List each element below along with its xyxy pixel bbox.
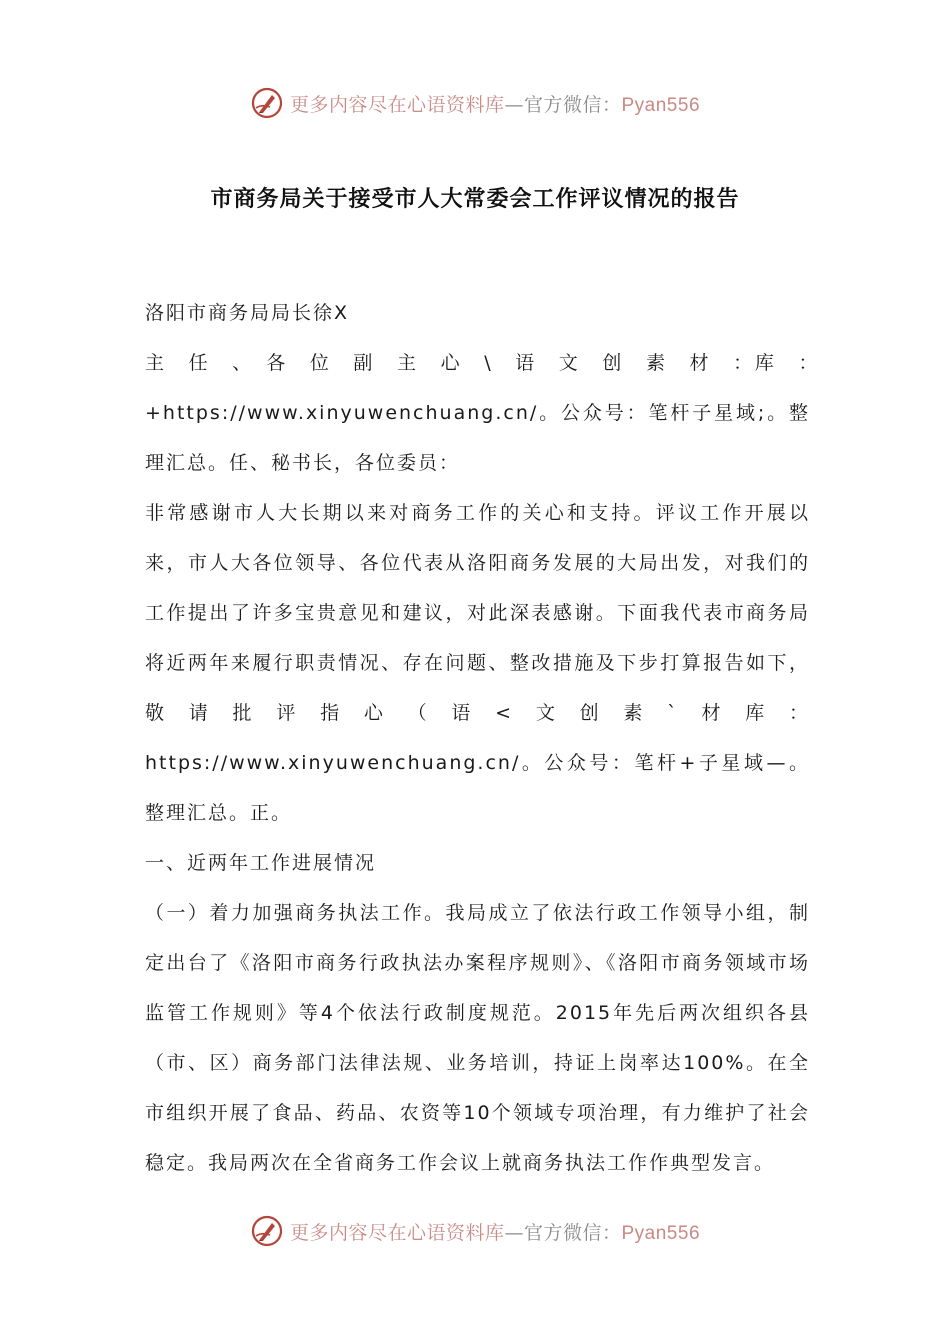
watermark-text	[290, 90, 700, 117]
document-body	[145, 288, 832, 1188]
watermark-separator: —	[504, 1221, 524, 1244]
pen-logo-icon	[250, 86, 284, 120]
pen-logo-icon	[250, 1214, 284, 1248]
footer-watermark	[0, 1211, 950, 1251]
watermark-text	[290, 1218, 700, 1245]
paragraph-intro: 非常感谢市人大长期以来对商务工作的关心和支持。评议工作开展以来，市人大各位领导、各位代表从洛阳商务发展的大局出发，对我们的工作提出了许多宝贵意见和建议，对此深表感谢。下面我代表市商务局将近两年来履行职责情况、存在问题、整改措施及下步打算报告如下，敬请批评指心（语<文创素`材库：https://www.xinyuwenchuang.cn/。公众号：笔杆+子星域—。整理汇总。正。	[145, 502, 810, 824]
watermark-wechat-label: 官方微信：	[523, 93, 622, 116]
document-title: 市商务局关于接受市人大常委会工作评议情况的报告	[210, 187, 740, 212]
author-line: 洛阳市商务局局长徐X	[145, 302, 350, 324]
paragraph-greeting: 主 任 、 各 位 副 主 心 \ 语 文 创 素 材 ：库 ： +https://www.xinyuwenchuang.cn/。公众号：笔杆子星域;。整理汇总。任、秘书长，各位委员：	[145, 352, 832, 474]
watermark-wechat-id: Pyan556	[621, 1222, 701, 1244]
watermark-library: 更多内容尽在心语资料库	[289, 1221, 505, 1244]
watermark-separator: —	[504, 93, 524, 116]
watermark-wechat-id: Pyan556	[621, 94, 701, 116]
paragraph-enforcement: （一）着力加强商务执法工作。我局成立了依法行政工作领导小组，制定出台了《洛阳市商务行政执法办案程序规则》、《洛阳市商务领域市场监管工作规则》等4个依法行政制度规范。2015年先后两次组织各县（市、区）商务部门法律法规、业务培训，持证上岗率达100%。在全市组织开展了食品、药品、农资等10个领域专项治理，有力维护了社会稳定。我局两次在全省商务工作会议上就商务执法工作作典型发言。	[145, 902, 810, 1174]
section-heading: 一、近两年工作进展情况	[145, 852, 377, 874]
watermark-library: 更多内容尽在心语资料库	[289, 93, 505, 116]
header-watermark	[0, 83, 950, 123]
watermark-wechat-label: 官方微信：	[523, 1221, 622, 1244]
